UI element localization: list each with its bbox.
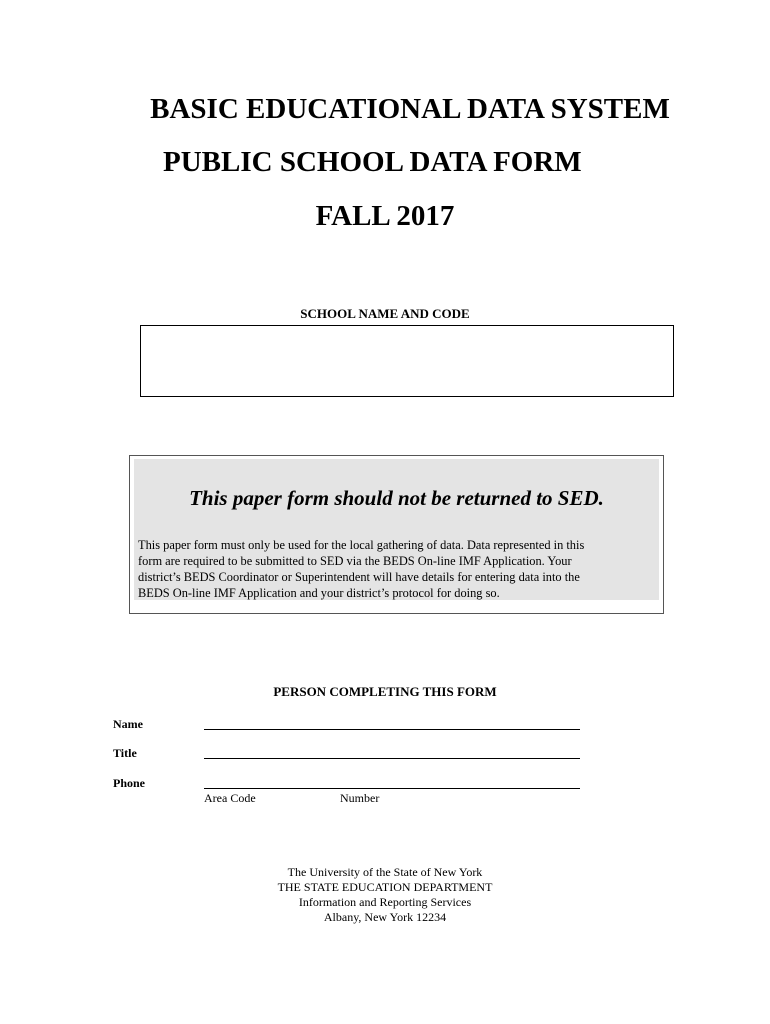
footer-line: Albany, New York 12234	[323, 910, 447, 924]
footer-address	[0, 865, 770, 925]
footer-line: The University of the State of New York	[287, 865, 483, 879]
notice-text	[138, 537, 653, 601]
number-label: Number	[340, 791, 380, 805]
area-code-label: Area Code	[204, 791, 256, 805]
name-label: Name	[113, 717, 143, 731]
notice-line: This paper form must only be used for the local gathering of data. Data represented in this	[138, 538, 585, 552]
title-field[interactable]	[204, 758, 580, 759]
school-name-code-label: SCHOOL NAME AND CODE	[300, 306, 470, 321]
form-title-year: FALL 2017	[315, 200, 455, 232]
person-completing-heading: PERSON COMPLETING THIS FORM	[273, 684, 497, 699]
footer-line: THE STATE EDUCATION DEPARTMENT	[277, 880, 493, 894]
notice-line: district’s BEDS Coordinator or Superintendent will have details for entering data into the	[138, 570, 580, 584]
phone-field[interactable]	[204, 788, 580, 789]
title-label: Title	[113, 746, 137, 760]
notice-box	[129, 455, 664, 614]
notice-heading: This paper form should not be returned to SED.	[189, 486, 604, 510]
school-name-code-box[interactable]	[140, 325, 674, 397]
phone-label: Phone	[113, 776, 146, 790]
footer-line: Information and Reporting Services	[298, 895, 472, 909]
form-title-line1: BASIC EDUCATIONAL DATA SYSTEM	[150, 93, 670, 125]
notice-panel	[134, 459, 659, 600]
form-title-line2: PUBLIC SCHOOL DATA FORM	[163, 146, 582, 178]
notice-line: form are required to be submitted to SED via the BEDS On-line IMF Application. Your	[138, 554, 572, 568]
notice-line: BEDS On-line IMF Application and your district’s protocol for doing so.	[138, 586, 500, 600]
name-field[interactable]	[204, 729, 580, 730]
